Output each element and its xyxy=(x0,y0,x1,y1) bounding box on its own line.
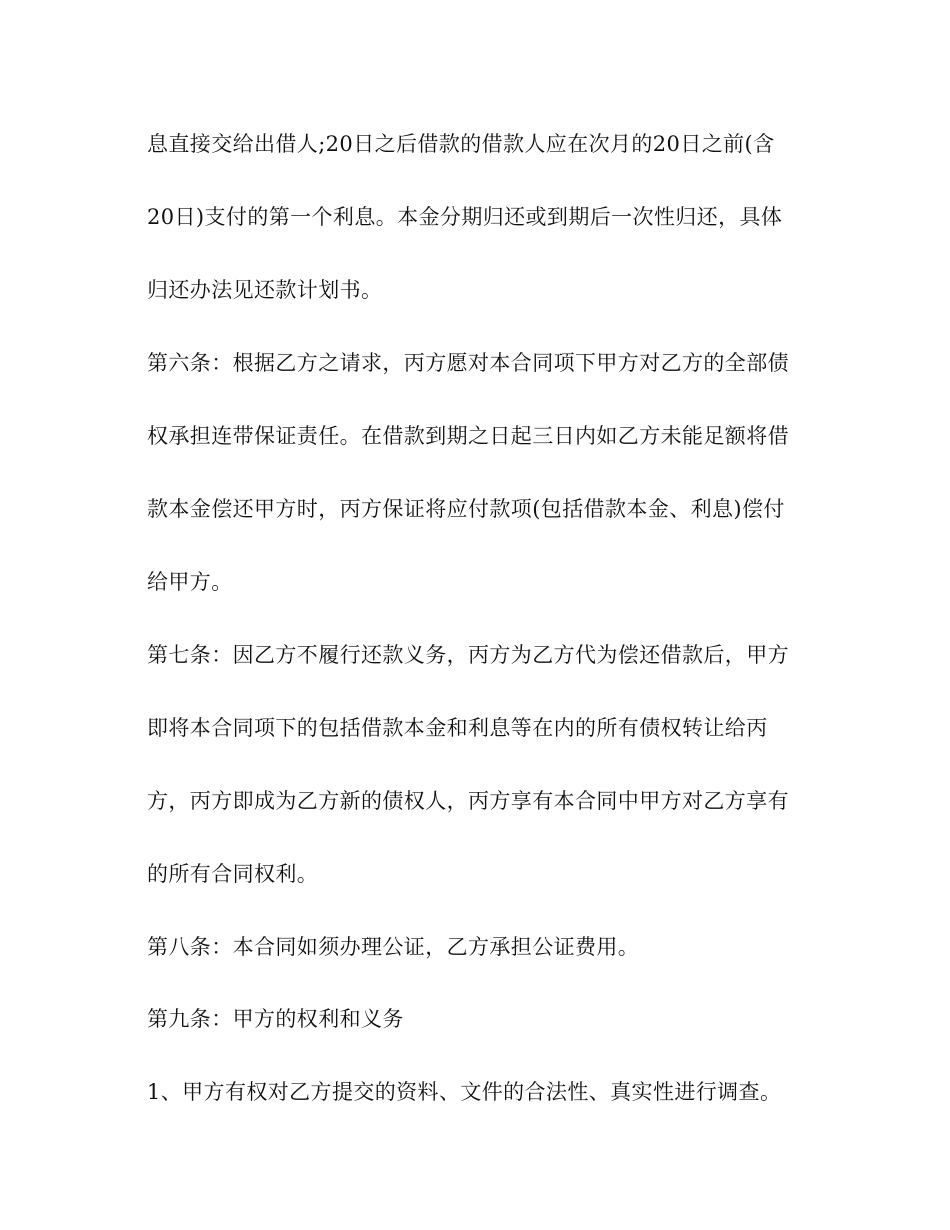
article-6-line: 第六条：根据乙方之请求，丙方愿对本合同项下甲方对乙方的全部债 xyxy=(147,351,789,375)
text-line: 权承担连带保证责任。在借款到期之日起三日内如乙方未能足额将借 xyxy=(147,424,789,448)
article-9-heading: 第九条：甲方的权利和义务 xyxy=(147,1007,404,1031)
text-line: 即将本合同项下的包括借款本金和利息等在内的所有债权转让给丙 xyxy=(147,716,768,740)
text-line: 息直接交给出借人;20日之后借款的借款人应在次月的20日之前(含 xyxy=(147,132,775,156)
article-7-line: 第七条：因乙方不履行还款义务，丙方为乙方代为偿还借款后，甲方 xyxy=(147,643,789,667)
text-line: 的所有合同权利。 xyxy=(147,862,319,886)
article-8-line: 第八条：本合同如须办理公证，乙方承担公证费用。 xyxy=(147,935,640,959)
clause-1-line: 1、甲方有权对乙方提交的资料、文件的合法性、真实性进行调查。 xyxy=(147,1080,782,1104)
text-line: 款本金偿还甲方时，丙方保证将应付款项(包括借款本金、利息)偿付 xyxy=(147,497,785,521)
text-line: 归还办法见还款计划书。 xyxy=(147,278,383,302)
text-line: 给甲方。 xyxy=(147,570,233,594)
text-line: 方，丙方即成为乙方新的债权人，丙方享有本合同中甲方对乙方享有 xyxy=(147,789,789,813)
text-line: 20日)支付的第一个利息。本金分期归还或到期后一次性归还，具体 xyxy=(147,205,783,229)
